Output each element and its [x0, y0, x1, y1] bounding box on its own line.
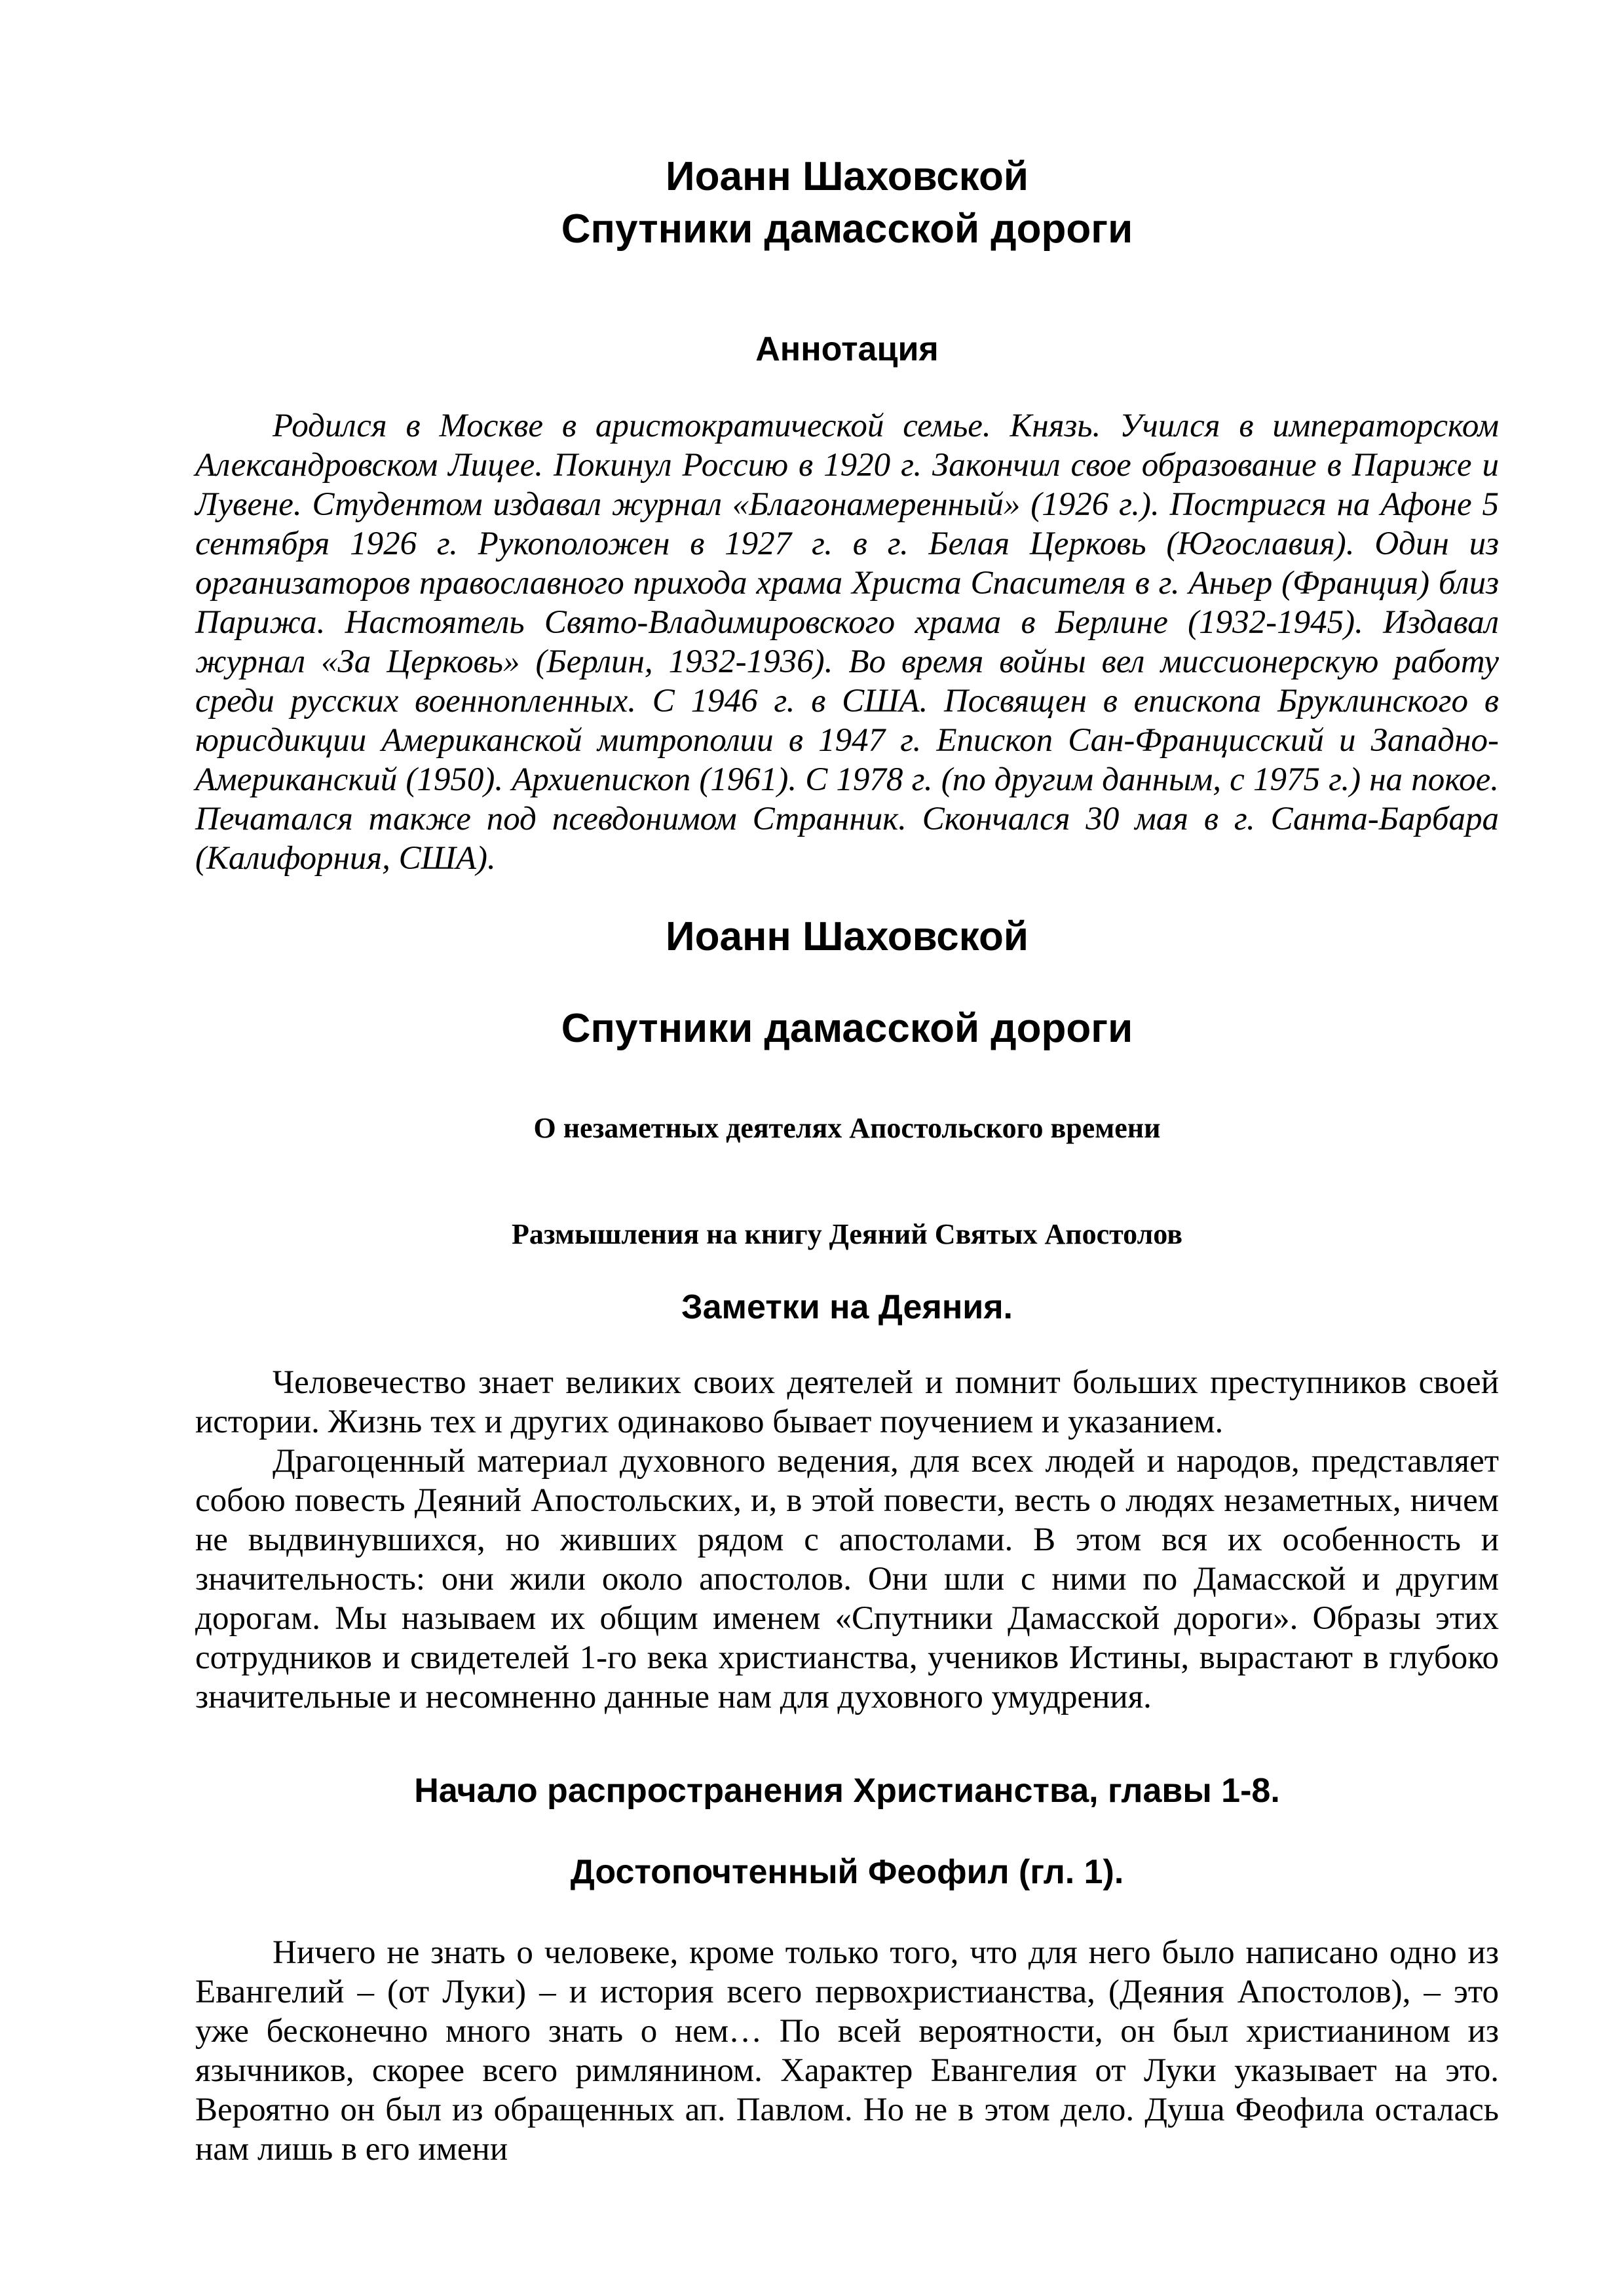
section-heading: Начало распространения Христианства, главы 1-8. [414, 1772, 1280, 1810]
header-author: Иоанн Шаховской [666, 154, 1029, 199]
page-content [195, 151, 1499, 2169]
annotation-text: Родился в Москве в аристократической семье. Князь. Учился в императорском Александровском Лицее. Покинул Россию в 1920 г. Закончил свое образование в Париже и Лувене. Студентом издавал журнал «Благонамеренный» (1926 г.). Постригся на Афоне 5 сентября 1926 г. Рукоположен в 1927 г. в г. Белая Церковь (Югославия). Один из организаторов православного прихода храма Христа Спасителя в г. Аньер (Франция) близ Парижа. Настоятель Свято-Владимировского храма в Берлине (1932-1945). Издавал журнал «За Церковь» (Берлин, 1932-1936). Во время войны вел миссионерскую работу среди русских военнопленных. С 1946 г. в США. Посвящен в епископа Бруклинского в юрисдикции Американской митрополии в 1947 г. Епископ Сан-Францисский и Западно-Американский (1950). Архиепископ (1961). С 1978 г. (по другим данным, с 1975 г.) на покое. Печатался также под псевдонимом Странник. Скончался 30 мая в г. Санта-Барбара (Калифорния, США). [195, 408, 1499, 877]
notes-heading: Заметки на Деяния. [681, 1288, 1013, 1326]
section-paragraph: Ничего не знать о человеке, кроме только того, что для него было написано одно из Евангелий – (от Луки) – и история всего первохристианства, (Деяния Апостолов), – это уже бесконечно много знать о нем… По всей вероятности, он был христианином из язычников, скорее всего римлянином. Характер Евангелия от Луки указывает на это. Вероятно он был из обращенных ап. Павлом. Но не в этом дело. Душа Феофила осталась нам лишь в его имени [195, 1934, 1499, 2168]
annotation-heading: Аннотация [755, 330, 939, 368]
notes-paragraph-1: Человечество знает великих своих деятелей и помнит больших преступников своей истории. Жизнь тех и других одинаково бывает поучением и указанием. [195, 1364, 1499, 1440]
book-subtitle-2: Размышления на книгу Деяний Святых Апостолов [512, 1218, 1182, 1250]
notes-paragraph-2: Драгоценный материал духовного ведения, для всех людей и народов, представляет собою повесть Деяний Апостольских, и, в этой повести, весть о людях незаметных, ничем не выдвинувшихся, но живших рядом с апостолами. В этом вся их особенность и значительность: они жили около апостолов. Они шли с ними по Дамасской и другим дорогам. Мы называем их общим именем «Спутники Дамасской дороги». Образы этих сотрудников и свидетелей 1-го века христианства, учеников Истины, вырастают в глубоко значительные и несомненно данные нам для духовного умудрения. [195, 1443, 1499, 1715]
header-title: Спутники дамасской дороги [561, 206, 1133, 252]
book-author: Иоанн Шаховской [666, 914, 1029, 959]
section-subheading: Достопочтенный Феофил (гл. 1). [570, 1853, 1124, 1891]
book-title: Спутники дамасской дороги [561, 1006, 1133, 1051]
book-subtitle: О незаметных деятелях Апостольского времени [533, 1112, 1161, 1144]
